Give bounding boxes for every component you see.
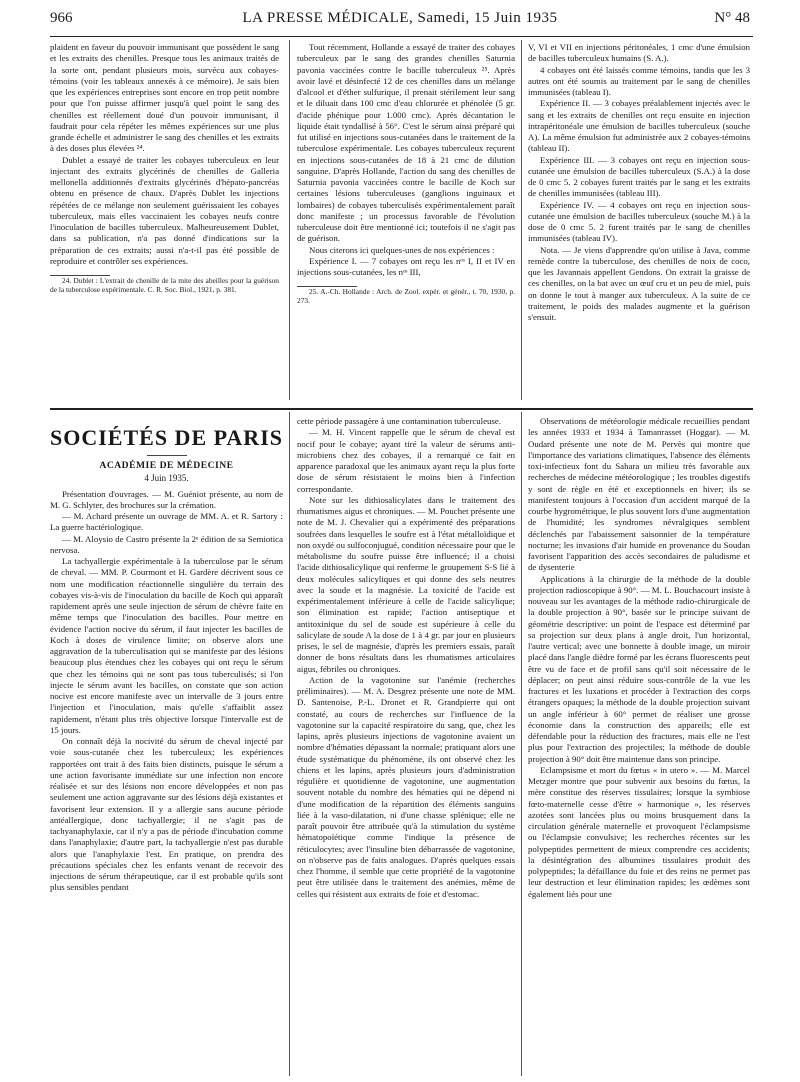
paragraph: Note sur les dithiosalicylates dans le traitement des rhumatismes aigus et chroniques. — M. Pouchet présente une note de M. J. Chevalier qui a expérimenté des préparations soufrées dans lesquelles le soufre est à l'état métalloïdique et non oxydé ou sulfoconjugué, condition nécessaire pour que le métabolisme du soufre puisse être influencé; il a choisi l'acide dithiosalicylique qui renferme le groupement S-S lié à deux molécules salicyliques et qui donne des sels neutres avec la soude et la magnésie. La toxicité de l'acide est expérimentalement inférieure à celle de l'acide salicylique; son élimination est rapide; l'action antiseptique et antitoxinique du sel de soude est supérieure à celle du salicylate de soude A la dose de 1 à 4 gr. par jour en plusieurs prises, le sel de magnésie, d'après les premiers essais, paraît donner de bons résultats dans les rhumatismes articulaires aigus, fébriles ou chroniques. [297,494,515,674]
column-divider [521,412,522,1076]
page-header [50,10,750,32]
paragraph: La tachyallergie expérimentale à la tuberculose par le sérum de cheval. — MM. P. Courmont et H. Gardère décrivent sous ce nom une modification réactionnelle singulière du terrain des cobayes vis-à-vis de l'inoculation du bacille de Koch qui apparaît rapidement après une seule injection de sérum de chèvre faite en même temps que l'inoculation des bacilles. Pour mettre en évidence l'action nocive du sérum, il faut injecter les bacilles de Koch à doses de virulence limite; on observe alors une aggravation de la tuberculisation qui se manifeste par des lésions beaucoup plus étendues chez les cobayes qui ont reçu le sérum que chez les témoins qui ne sont pas tous tuberculisés; si l'on injecte le sérum avant les bacilles, on constate que son action nocive est encore manifeste avec un intervalle de 3 jours entre l'injection et l'inoculation, mais qu'elle s'affaiblit assez rapidement, n'étant plus très objective lorsque l'intervalle est de 15 jours. [50,556,283,735]
paragraph: plaident en faveur du pouvoir immunisant que possèdent le sang et les extraits des chenilles. Presque tous les animaux traités de la sorte ont, pendant plusieurs mois, survécu aux cobayes-témoins (voir les tableaux annexés à ce mémoire). Je sais bien que les expériences entreprises sont encore en trop petit nombre pour que l'on puisse affirmer jusqu'à quel point le sang des chenilles est réellement doué d'un pouvoir immunisant, il faudrait pour cela répéter les mêmes expériences sur une plus grande échelle et administrer le sang des chenilles et les extraits à des doses plus élevées ²⁴. [50,42,279,154]
academy-heading: ACADÉMIE DE MÉDECINE [99,460,234,471]
paragraph: Nous citerons ici quelques-unes de nos expériences : [309,244,495,255]
paragraph: Présentation d'ouvrages. — M. Guéniot présente, au nom de M. G. Schlyter, des brochures sur la crémation. [50,488,283,510]
paragraph: Expérience I. — 7 cobayes ont reçu les nᵒˢ I, II et IV en injections sous-cutanées, les nᵒˢ III, [297,255,515,277]
paragraph: — M. Achard présente un ouvrage de MM. A. et R. Sartory : La guerre bactériologique. [50,511,283,533]
page-number: 966 [50,10,73,26]
session-date: 4 Juin 1935. [144,473,189,484]
paragraph: 4 cobayes ont été laissés comme témoins, tandis que les 3 autres ont été soumis au traitement par le sang de chenilles immunisées (tableau I). [528,64,750,97]
paragraph: Observations de météorologie médicale recueillies pendant les années 1933 et 1934 à Tamanrasset (Hoggar). — M. Oudard présente une note de M. Pervès qui montre que l'importance des variations climatiques, l'absence des éléments toxi-infectieux font du Sahara un milieu très favorable aux recherches de médecine météorologique ; les troubles digestifs y sont de règle en été et exceptionnels en hiver; ils se manifestent toujours à l'occasion d'un accident marqué de la courbe hygrométrique, le plus souvent lors d'une augmentation de l'humidité; les syndromes névralgiques semblent déclenchés par l'abaissement saisonnier de la température nocturne; les invasions d'air humide en provenance du Soudan favorisent l'apparition des accès secondaires de paludisme et de dysenterie [528,416,750,573]
title-rule [147,455,187,456]
header-rule [50,36,753,37]
paragraph: V, VI et VII en injections péritonéales, 1 cmc d'une émulsion de bacilles tuberculeux humains (S. A.). [528,42,750,64]
column-divider [521,40,522,400]
issue-number: N° 48 [714,10,750,26]
paragraph: Expérience III. — 3 cobayes ont reçu en injection sous-cutanée une émulsion de bacilles tuberculeux (S.A.) à la dose de 0 cmc 5. 2 cobayes furent traités par le sang et les extraits de chenilles immunisées (tableau III). [528,154,750,199]
paragraph: Action de la vagotonine sur l'anémie (recherches préliminaires). — M. A. Desgrez présente une note de MM. D. Santenoise, P.-L. Dronet et R. Grandpierre qui ont constaté, au cours de recherches sur l'influence de la vagotonine sur la capacité respiratoire du sang, que, chez les lapins, après plusieurs injections de vagotonine avaient un nombre d'hématies dépassant la normale; pratiquant alors une étude systématique du phénomène, ils ont observé chez les chiens et les lapins, après plusieurs jours d'administration régulière et quotidienne de vagotonine, une augmentation souvent notable du nombre des hématies qui ne dépend ni d'une modification de la répartition des éléments sanguins liée à la vaso-dilatation, ni d'une chasse splénique; elle ne paraît pouvoir être attribuée qu'à la stimulation du système hématopoïétique comme l'indique la présence de réticulocytes; avec l'insuline bien débarrassée de vagotonine, on n'observe pas de faits analogues. D'après quelques essais chez l'homme, il semble que cette propriété de la vagotonine peut être utilisée dans le traitement des anémies, même de celles qui résistent aux extraits de foie et d'estomac. [297,674,515,899]
paragraph: Dublet a essayé de traiter les cobayes tuberculeux en leur injectant des extraits glycérinés de chenilles de Galleria mellonella additionnés d'extraits glycérinés d'hépato-pancréas obtenu en présence de chaux. D'après Dublet les injections répétées de ce mélange non seulement guérissaient les cobayes tuberculeux, mais elles vaccinaient les cobayes neufs contre l'inoculation de bacilles tuberculeux. Malheureusement Dublet, dans sa publication, n'a pas donné d'indications sur la préparation de ces extraits; aussi n'a-t-il pas été possible de reproduire et contrôler ses expériences. [50,154,279,266]
bottom-column-1 [50,425,283,1077]
column-divider [289,40,290,400]
top-column-3 [528,42,750,404]
top-column-1 [50,42,279,404]
paragraph: Eclampsisme et mort du fœtus « in utero ». — M. Marcel Metzger montre que pour subvenir aux besoins du fœtus, la mère constitue des réserves tissulaires; lorsque la symbiose fœto-maternelle cesse d'être « harmonique », les réserves azotées sont lancées plus ou moins brusquement dans la circulation générale maternelle et provoquent l'éclampsisme ou l'éclampsie convulsive; les recherches récentes sur les polypeptides permettent de mieux comprendre ces accidents; la désintégration des albumines tissulaires produit des polypeptides; la défaillance du foie et des reins ne permet pas leur destruction et leur élimination rapides; les œdèmes sont également liés pour une [528,764,750,899]
paragraph: Applications à la chirurgie de la méthode de la double projection radioscopique à 90°. — M. L. Bouchacourt insiste à nouveau sur les avantages de la méthode radio-chirurgicale de la double projection à 90°, basée sur le principe suivant de géométrie descriptive: un point de l'espace est déterminé par sa projection sur deux plans à angle droit, l'un horizontal, l'autre vertical; avec une bonnette à double image, un miroir placé dans l'angle dièdre formé par les écrans fluorescents peut être vu de face et de profil sans qu'il soit nécessaire de le déplacer; on peut ainsi réduire sous-contrôle de la vue les fractures et les luxations et procéder à l'extraction des corps étrangers opaques; la méthode de la double projection suivant un angle inférieur à 60° permet de réaliser une grosse économie dans la construction des appareils; elle est défendable pour la réduction des fractures, mais elle ne l'est plus pour l'extraction des projectiles; la méthode de double projection à 90° doit être maintenue dans son principe. [528,573,750,764]
bottom-column-3 [528,416,750,1076]
section-rule [50,408,753,410]
paragraph: On connaît déjà la nocivité du sérum de cheval injecté par voie sous-cutanée chez les tuberculeux; les expériences rapportées ont trait à des faits bien distincts, puisque le sérum a une action favorisante immédiate sur une infection non encore réalisée et sur des lésions non encore développées et non pas seulement une action aggravante sur des lésions déjà existantes et favorisent leur extension. Il y a allergie sans aucune période antéallergique, donc tachyallergie; il ne s'agit pas de tachyanaphylaxie, car il n'y a pas de période d'incubation comme dans l'anaphylaxie; d'autre part, la tachyallergie n'est pas durable alors que l'anaphylaxie l'est. En pratique, on prendra des précautions spéciales chez les enfants venant de recevoir des injections de sérum thérapeutique, car il est probable qu'ils sont plus sensibles pendant [50,736,283,893]
paragraph: Expérience IV. — 4 cobayes ont reçu en injection sous-cutanée une émulsion de bacilles tuberculeux (souche M.) à la dose de 0 cmc 5. 2 furent traités par le sang de chenilles immunisées (tableau IV). [528,199,750,244]
paragraph: Nota. — Je viens d'apprendre qu'on utilise à Java, comme remède contre la tuberculose, des chenilles de noix de coco, que les Javannais appellent Gendons. On extrait la graisse de ces chenilles, on la bat avec un œuf cru et un peu de miel, puis on donne le tout à manger aux tuberculeux. A la suite de ce traitement, le poids des malades augmente et la guérison s'ensuit. [528,244,750,322]
top-column-2 [297,42,515,404]
paragraph: cette période passagère à une contamination tuberculeuse. [297,416,501,426]
journal-title: LA PRESSE MÉDICALE, Samedi, 15 Juin 1935 [242,10,558,26]
section-title: SOCIÉTÉS DE PARIS [50,425,283,450]
footnote: 24. Dublet : L'extrait de chenille de la mite des abeilles pour la guérison de la tuberculose expérimentale. C. R. Soc. Biol., 1921, p. 381. [50,276,279,295]
paragraph: — M. H. Vincent rappelle que le sérum de cheval est nocif pour le cobaye; ayant tiré la valeur de sérums anti-microbiens chez des cobayes, il a remarqué ce fait en apparence paradoxal que les animaux ayant reçu la plus forte dose de sérum résistaient le moins bien à l'infection correspondante. [297,427,515,494]
footnote: 25. A.-Ch. Hollande : Arch. de Zool. expér. et génér., t. 70, 1930, p. 273. [297,287,515,306]
paragraph: Expérience II. — 3 cobayes préalablement injectés avec le sang et les extraits de chenilles ont reçu ensuite en injection intrapéritonéale une émulsion de bacilles tuberculeux (souche A). La même émulsion fut administrée aux 2 cobayes-témoins (tableau II). [528,98,750,154]
bottom-column-2 [297,416,515,1076]
paragraph: — M. Aloysio de Castro présente la 2ᵉ édition de sa Semiotica nervosa. [50,533,283,555]
paragraph: Tout récemment, Hollande a essayé de traiter des cobayes tuberculeux par le sang des grandes chenilles Saturnia pavonia vaccinées contre le bacille tuberculeux ²⁵. Après avoir lavé et désinfecté 12 de ces chenilles dans un mélange d'alcool et d'éther sulfurique, il prenait stérilement leur sang et le diluait dans 100 cmc d'eau chlorurée et phénolée (5 gr. d'acide phénique pour 1.000 cmc). Après décantation le liquide était tyndallisé à 56°. C'est le sérum ainsi préparé qui fut utilisé en injections sous-cutanées dans le traitement de la tuberculose expérimentale. Les cobayes tuberculeux reçurent en injections sous-cutanées de 18 à 21 cmc de dilution sanguine. D'après Hollande, l'action du sang des chenilles de Saturnia pavonia vaccinées contre le bacille de Koch sur certaines lésions tuberculeuses (ganglions inguinaux et lombaires) de cobayes tuberculisés expérimentalement paraît donc manifeste ; un processus favorable de l'évolution tuberculeuse doit être mentionné ici; toutefois il ne s'agit pas de guérison. [297,42,515,244]
column-divider [289,412,290,1076]
